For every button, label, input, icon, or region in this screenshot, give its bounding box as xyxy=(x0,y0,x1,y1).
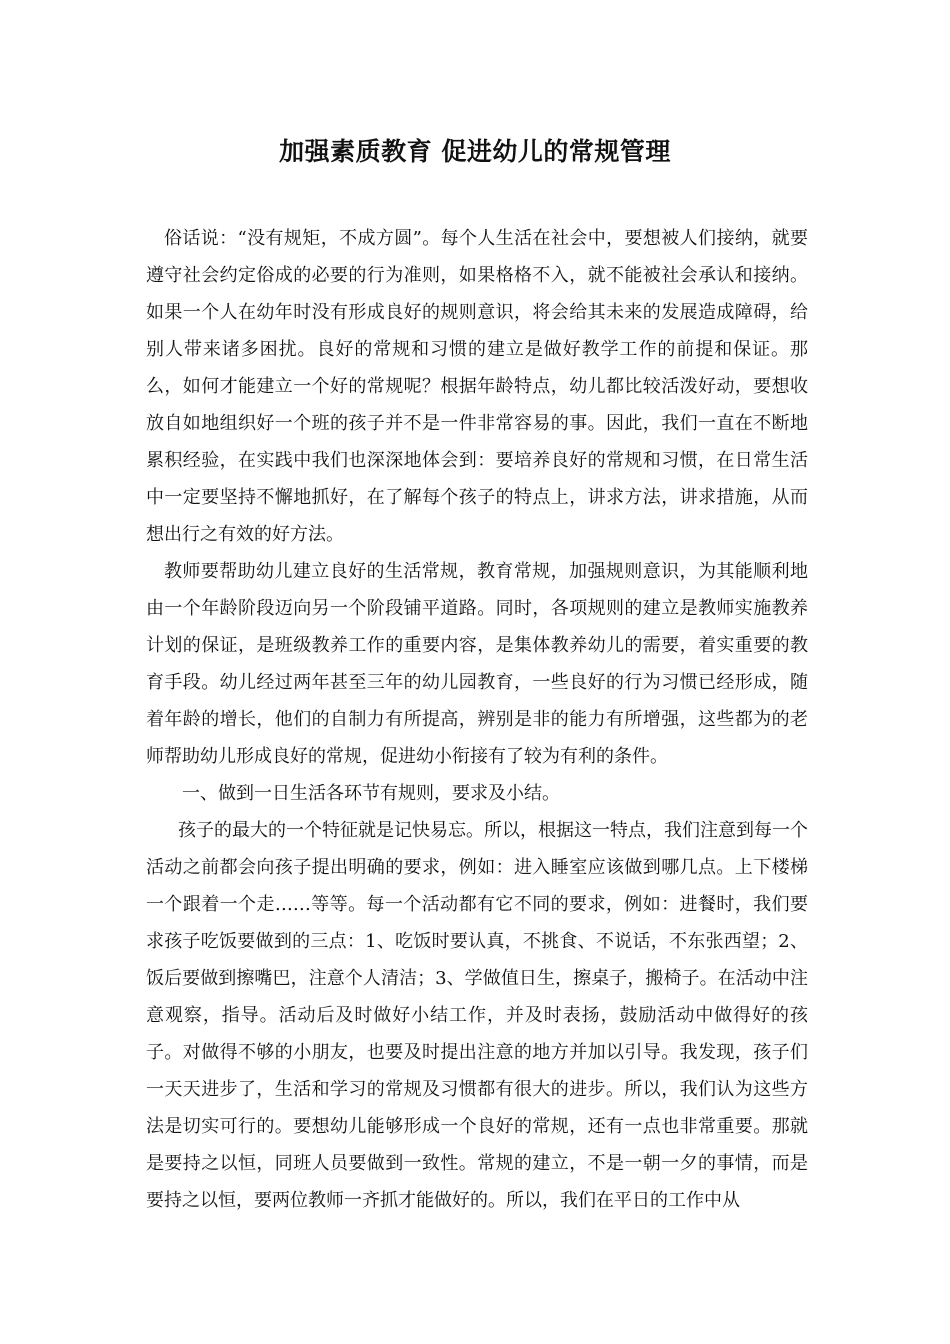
section-heading-one: 一、做到一日生活各环节有规则，要求及小结。 xyxy=(182,783,560,804)
paragraph-intro: 俗话说：“没有规矩，不成方圆”。每个人生活在社会中，要想被人们接纳，就要遵守社会约定俗成的必要的行为准则，如果格格不入，就不能被社会承认和接纳。如果一个人在幼年时没有形成良好的规则意识，将会给其未来的发展造成障碍，给别人带来诸多困扰。良好的常规和习惯的建立是做好教学工作的前提和保证。那么，如何才能建立一个好的常规呢？根据年龄特点，幼儿都比较活泼好动，要想收放自如地组织好一个班的孩子并不是一件非常容易的事。因此，我们一直在不断地累积经验，在实践中我们也深深地体会到：要培养良好的常规和习惯，在日常生活中一定要坚持不懈地抓好，在了解每个孩子的特点上，讲求方法，讲求措施，从而想出行之有效的好方法。 xyxy=(146,228,808,545)
paragraph-section-one: 孩子的最大的一个特征就是记快易忘。所以，根据这一特点，我们注意到每一个活动之前都会向孩子提出明确的要求，例如：进入睡室应该做到哪几点。上下楼梯一个跟着一个走……等等。每一个活动都有它不同的要求，例如：进餐时，我们要求孩子吃饭要做到的三点：1、吃饭时要认真，不挑食、不说话，不东张西望；2、饭后要做到擦嘴巴，注意个人清洁；3、学做值日生，擦桌子，搬椅子。在活动中注意观察，指导。活动后及时做好小结工作，并及时表扬，鼓励活动中做得好的孩子。对做得不够的小朋友，也要及时提出注意的地方并加以引导。我发现，孩子们一天天进步了，生活和学习的常规及习惯都有很大的进步。所以，我们认为这些方法是切实可行的。要想幼儿能够形成一个良好的常规，还有一点也非常重要。那就是要持之以恒，同班人员要做到一致性。常规的建立，不是一朝一夕的事情，而是要持之以恒，要两位教师一齐抓才能做好的。所以，我们在平日的工作中从 xyxy=(146,820,808,1211)
document-body xyxy=(146,220,808,1219)
document-title: 加强素质教育 促进幼儿的常规管理 xyxy=(279,137,671,166)
paragraph-teacher-role: 教师要帮助幼儿建立良好的生活常规，教育常规，加强规则意识，为其能顺利地由一个年龄阶段迈向另一个阶段铺平道路。同时，各项规则的建立是教师实施教养计划的保证，是班级教养工作的重要内容，是集体教养幼儿的需要，着实重要的教育手段。幼儿经过两年甚至三年的幼儿园教育，一些良好的行为习惯已经形成，随着年龄的增长，他们的自制力有所提高，辨别是非的能力有所增强，这些都为的老师帮助幼儿形成良好的常规，促进幼小衔接有了较为有利的条件。 xyxy=(146,561,808,767)
